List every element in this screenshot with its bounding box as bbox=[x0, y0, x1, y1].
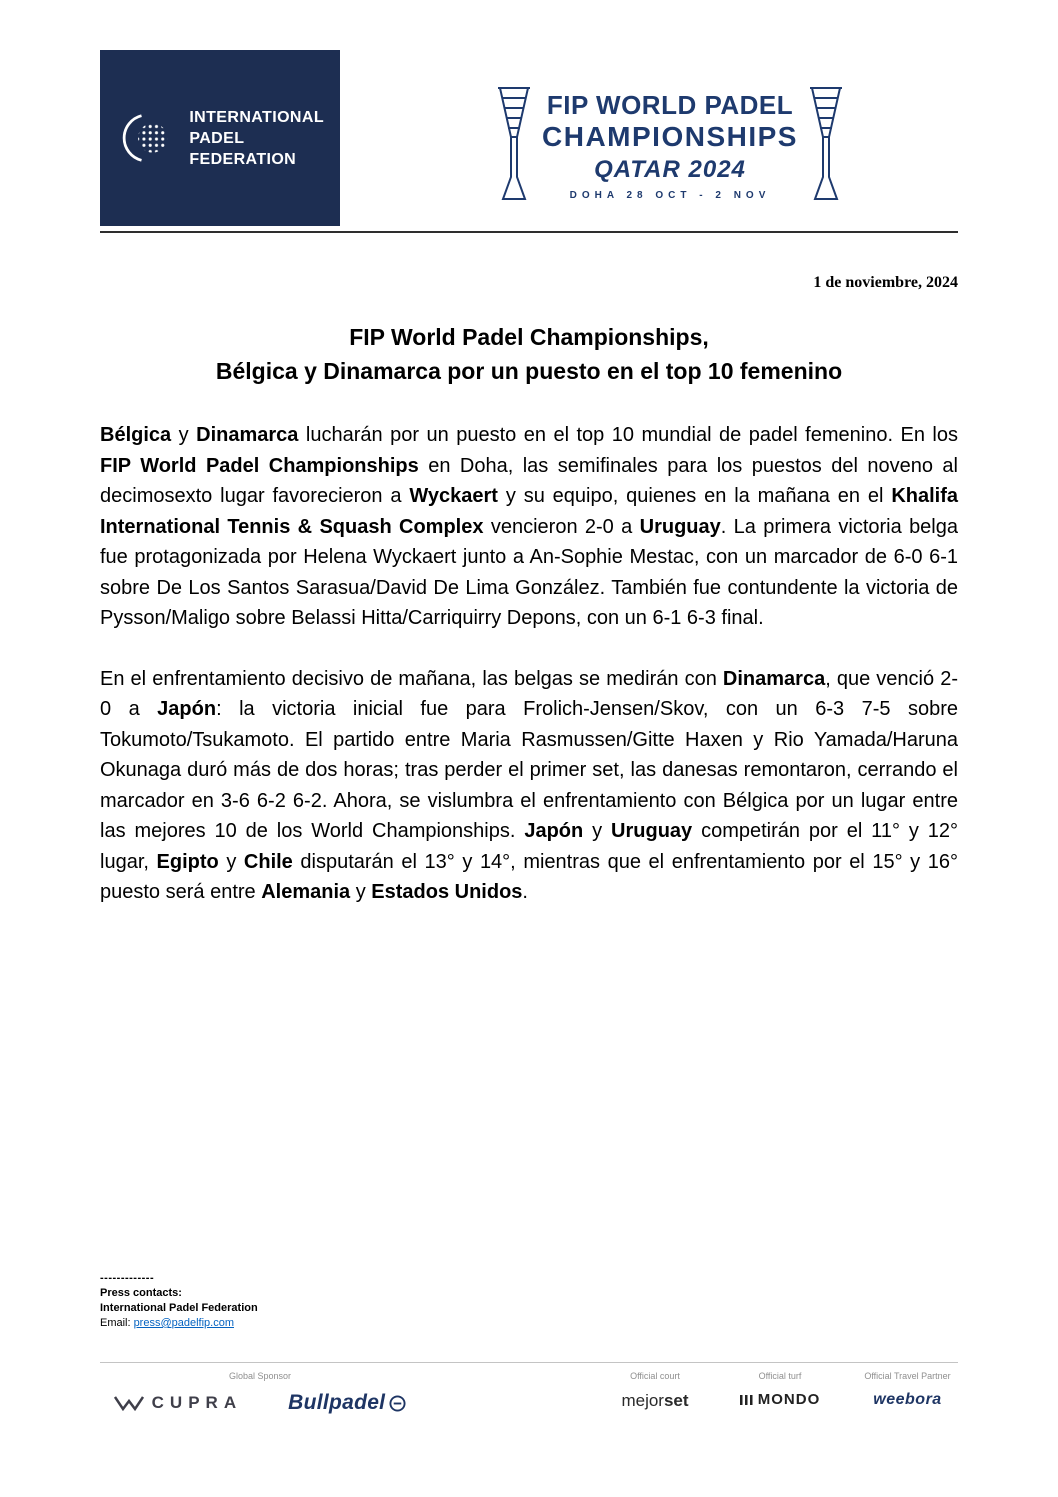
sponsor-footer bbox=[100, 1371, 958, 1441]
ipf-logo bbox=[100, 50, 340, 226]
paragraph-1: Bélgica y Dinamarca lucharán por un puesto en el top 10 mundial de padel femenino. En los FIP World Padel Championships en Doha, las semifinales para los puestos del noveno al decimosexto lugar favorecieron a Wyckaert y su equipo, quienes en la mañana en el Khalifa International Tennis & Squash Complex vencieron 2-0 a Uruguay. La primera victoria belga fue protagonizada por Helena Wyckaert junto a An-Sophie Mestac, con un marcador de 6-0 6-1 sobre De Los Santos Sarasua/David De Lima González. También fue contundente la victoria de Pysson/Maligo sobre Belassi Hitta/Carriquirry Depons, con un 6-1 6-3 final. bbox=[100, 424, 959, 629]
ipf-logo-line1: INTERNATIONAL bbox=[189, 108, 324, 126]
mondo-logo bbox=[740, 1391, 821, 1408]
event-logo-text bbox=[542, 90, 798, 201]
bullpadel-emblem-icon bbox=[389, 1395, 406, 1412]
official-turf-label: Official turf bbox=[758, 1371, 802, 1381]
global-sponsor-logos bbox=[114, 1391, 407, 1415]
mondo-wordmark: MONDO bbox=[757, 1391, 821, 1408]
footer-divider bbox=[100, 1362, 958, 1363]
contacts-divider: ------------- bbox=[100, 1272, 155, 1284]
header-divider bbox=[100, 231, 958, 233]
global-sponsor-label: Global Sponsor bbox=[228, 1371, 292, 1381]
ipf-padel-ball-icon bbox=[122, 99, 176, 177]
document-body bbox=[100, 420, 958, 908]
paragraph-2: En el enfrentamiento decisivo de mañana, las belgas se medirán con Dinamarca, que venció 2-0 a Japón: la victoria inicial fue para Frolich-Jensen/Skov, con un 6-3 7-5 sobre Tokumoto/Tsukamoto. El partido entre Maria Rasmussen/Gitte Haxen y Rio Yamada/Haruna Okunaga duró más de dos horas; tras perder el primer set, las danesas remontaron, cerrando el marcador en 3-6 6-2 6-2. Ahora, se vislumbra el enfrentamiento con Bélgica por un lugar entre las mejores 10 de los World Championships. Japón y Uruguay competirán por el 11° y 12° lugar, Egipto y Chile disputarán el 13° y 14°, mientras que el enfrentamiento por el 15° y 16° puesto será entre Alemania y Estados Unidos. bbox=[100, 667, 959, 903]
mondo-bars-icon bbox=[740, 1393, 754, 1407]
cupra-emblem-icon bbox=[114, 1395, 144, 1411]
event-logo-line1: FIP WORLD PADEL bbox=[546, 89, 794, 120]
weebora-wordmark: weebora bbox=[873, 1391, 942, 1408]
official-court-group bbox=[590, 1371, 720, 1411]
event-logo-dates: DOHA 28 OCT - 2 NOV bbox=[569, 189, 771, 201]
event-logo-line3: QATAR 2024 bbox=[594, 155, 746, 183]
email-link[interactable]: press@padelfip.com bbox=[133, 1317, 234, 1329]
cupra-wordmark: CUPRA bbox=[151, 1393, 243, 1412]
press-contacts-heading: Press contacts: bbox=[100, 1287, 182, 1299]
trophy-left-icon bbox=[496, 84, 532, 206]
email-label: Email: bbox=[100, 1317, 131, 1329]
ipf-logo-line3: FEDERATION bbox=[189, 150, 297, 168]
ipf-logo-line2: PADEL bbox=[189, 129, 245, 147]
bullpadel-wordmark: Bullpadel bbox=[288, 1391, 386, 1414]
event-logo bbox=[492, 84, 848, 206]
ipf-logo-text bbox=[189, 107, 324, 170]
title-line2: Bélgica y Dinamarca por un puesto en el top 10 femenino bbox=[215, 358, 843, 384]
document-title bbox=[100, 320, 958, 388]
official-turf-group bbox=[715, 1371, 845, 1408]
global-sponsor-group bbox=[100, 1371, 420, 1415]
event-logo-line2: CHAMPIONSHIPS bbox=[542, 120, 798, 152]
official-court-label: Official court bbox=[630, 1371, 680, 1381]
press-contacts-email-line bbox=[100, 1316, 258, 1331]
travel-partner-label: Official Travel Partner bbox=[864, 1371, 951, 1381]
mejorset-wordmark-light: mejor bbox=[621, 1391, 664, 1410]
mejorset-wordmark-bold: set bbox=[663, 1391, 689, 1410]
press-contacts-organization: International Padel Federation bbox=[100, 1302, 258, 1314]
mejorset-logo bbox=[621, 1391, 688, 1411]
title-line1: FIP World Padel Championships, bbox=[349, 324, 709, 350]
trophy-right-icon bbox=[808, 84, 844, 206]
document-date: 1 de noviembre, 2024 bbox=[813, 274, 958, 291]
cupra-logo bbox=[114, 1393, 242, 1413]
travel-partner-group bbox=[835, 1371, 980, 1409]
weebora-logo bbox=[873, 1391, 941, 1409]
press-contacts bbox=[100, 1271, 258, 1331]
bullpadel-logo bbox=[288, 1391, 406, 1415]
